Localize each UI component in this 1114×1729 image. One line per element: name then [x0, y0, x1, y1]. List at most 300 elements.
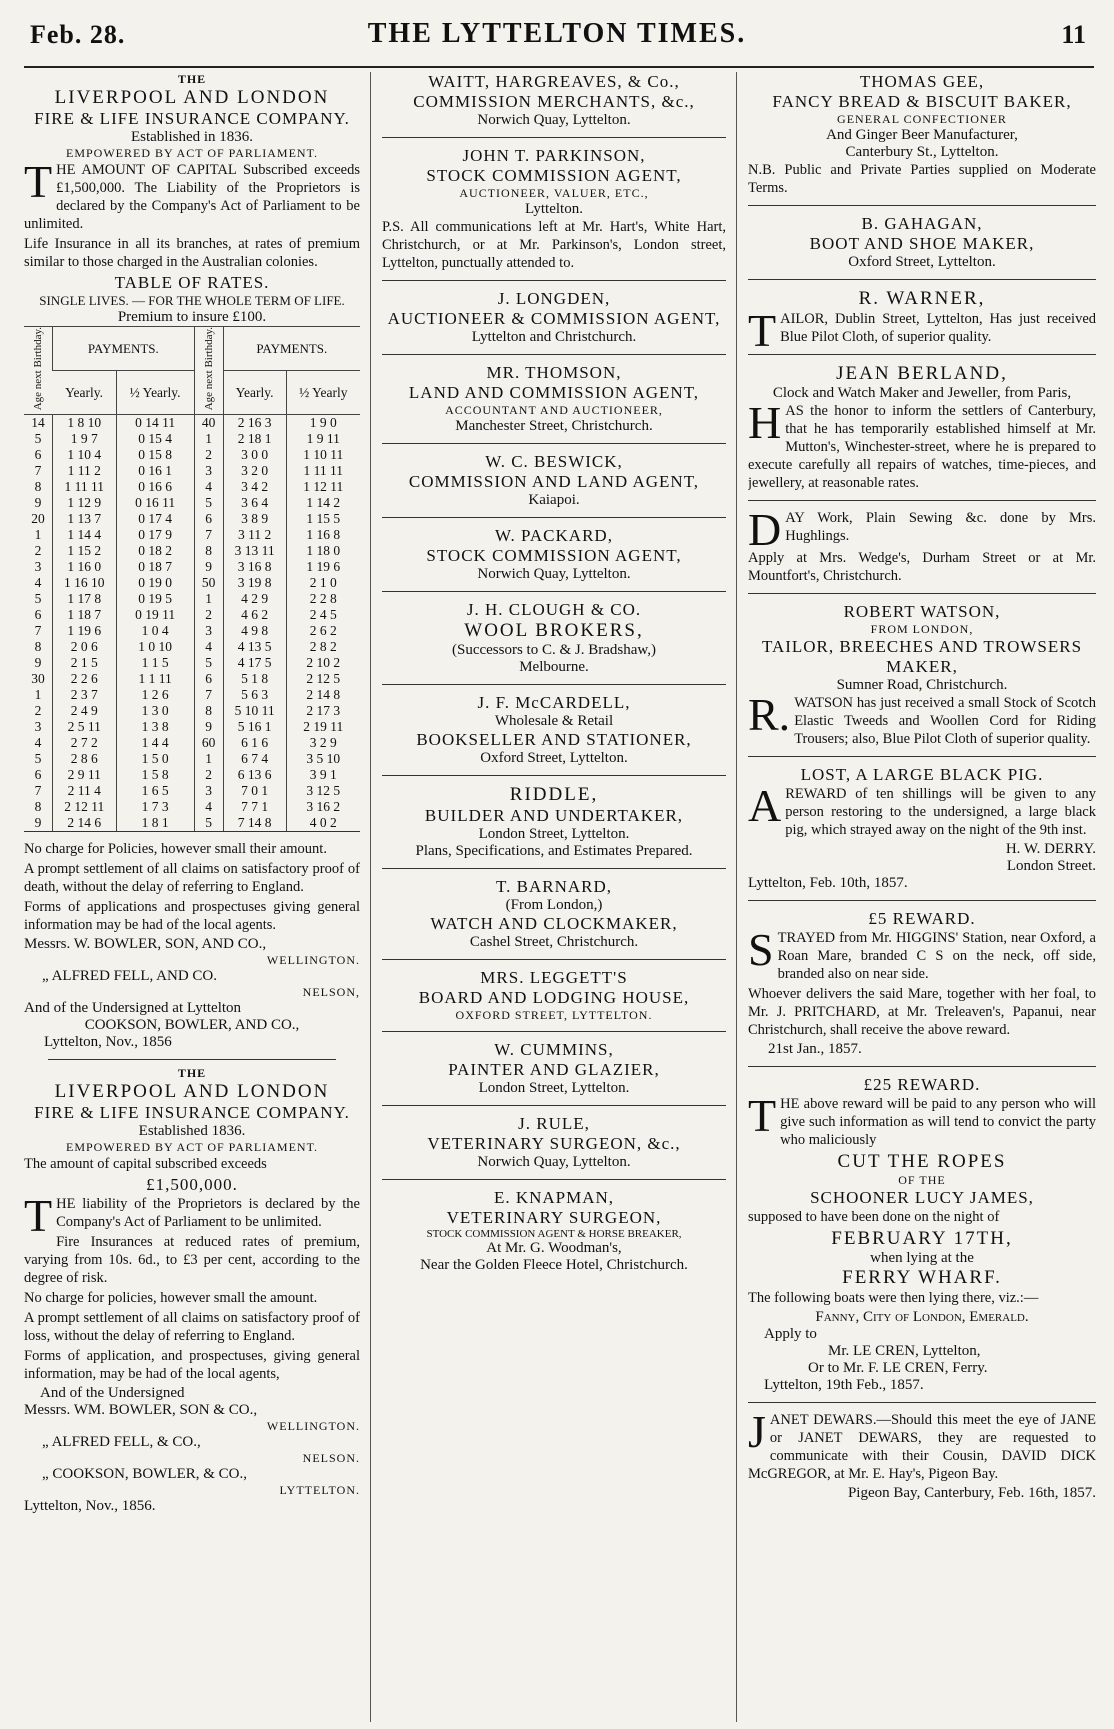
rates-row	[24, 463, 360, 479]
notice-cut-ropes: CUT THE ROPES	[837, 1151, 1007, 1172]
notice-text: AREWARD of ten shillings will be given to any person restoring to the undersigned, a large black pig, which strayed away on the night of the 9th inst.	[748, 780, 1096, 838]
rates-cell: 4 9 8	[223, 623, 286, 639]
business-line: LAND AND COMMISSION AGENT,	[408, 383, 700, 402]
rates-cell: 5 16 1	[223, 719, 286, 735]
ad-separator	[382, 137, 726, 138]
ad-established: Established 1836.	[138, 1123, 246, 1140]
business-line: STOCK COMMISSION AGENT,	[426, 166, 682, 185]
longden-ad	[382, 289, 726, 346]
rates-cell: 3	[194, 463, 223, 479]
business-name: JEAN BERLAND,	[836, 363, 1008, 384]
business-name: E. KNAPMAN,	[493, 1188, 615, 1207]
rates-cell: 3 6 4	[223, 495, 286, 511]
rates-cell: 2 3 7	[53, 687, 117, 703]
notice-contact-2: Or to Mr. F. LE CREN, Ferry.	[808, 1360, 988, 1376]
business-address: Lyttelton and Christchurch.	[471, 329, 637, 345]
notice-boats: The following boats were then lying there, viz.:—	[748, 1290, 1039, 1306]
rates-cell: 1 12 9	[53, 495, 117, 511]
rates-cell: 4 2 9	[223, 591, 286, 607]
agent-bowler: Messrs. WM. BOWLER, SON & CO.,	[24, 1402, 258, 1419]
insurance-ad-2	[24, 1066, 360, 1515]
ad-separator	[382, 443, 726, 444]
notice-ship: SCHOONER LUCY JAMES,	[810, 1188, 1034, 1207]
rates-cell: 60	[194, 735, 223, 751]
notice-title: £25 REWARD.	[863, 1075, 981, 1094]
agent-fell: „ ALFRED FELL, & CO.,	[42, 1434, 201, 1451]
rates-row	[24, 543, 360, 559]
rates-cell: 6	[34, 607, 42, 623]
warner-ad	[748, 288, 1096, 356]
rates-cell: 1 5 8	[116, 767, 194, 783]
business-sub: (Successors to C. & J. Bradshaw,)	[451, 642, 656, 658]
rates-cell: 2	[34, 703, 42, 719]
mccardell-ad	[382, 693, 726, 767]
strayed-ad	[748, 909, 1096, 1058]
riddle-ad	[382, 784, 726, 860]
page-number: 11	[1061, 20, 1086, 49]
header-payments: PAYMENTS.	[53, 327, 195, 371]
ad-separator	[748, 900, 1096, 901]
ad-capital-text: The amount of capital subscribed exceeds	[24, 1156, 267, 1173]
rates-cell: 7	[194, 687, 223, 703]
ad-capital-sum: £1,500,000.	[146, 1175, 238, 1195]
ad-separator	[748, 205, 1096, 206]
business-text: DAY Work, Plain Sewing &c. done by Mrs. Hughlings.	[748, 504, 1096, 555]
rates-cell: 2 4 9	[53, 703, 117, 719]
clough-ad	[382, 600, 726, 676]
business-name: T. BARNARD,	[496, 877, 612, 896]
business-name: THOMAS GEE,	[859, 72, 985, 91]
masthead	[10, 6, 1104, 76]
notice-contact-1: Mr. LE CREN, Lyttelton,	[828, 1343, 981, 1359]
rates-row	[24, 767, 360, 783]
business-name: W. C. BESWICK,	[485, 452, 623, 471]
ad-separator	[382, 354, 726, 355]
rates-row	[24, 607, 360, 623]
rates-cell: 1 19 6	[286, 559, 360, 575]
ad-separator	[748, 593, 1096, 594]
notice-text: THE above reward will be paid to any person who will give such information as will tend to convict the party who maliciously	[748, 1090, 1096, 1148]
rates-row	[24, 447, 360, 463]
rates-row	[24, 527, 360, 543]
rates-cell: 5	[194, 815, 223, 831]
rates-cell: 3 8 9	[223, 511, 286, 527]
column-middle	[382, 72, 726, 1722]
notice-wharf: FERRY WHARF.	[842, 1267, 1002, 1288]
rates-row	[24, 495, 360, 511]
rates-cell: 3 2 9	[286, 735, 360, 751]
rates-cell: 0 14 11	[116, 415, 194, 432]
packard-ad	[382, 526, 726, 583]
business-name: WAITT, HARGREAVES, & Co.,	[428, 72, 680, 91]
ad-separator	[748, 279, 1096, 280]
rates-row	[24, 415, 360, 432]
ad-separator	[748, 1402, 1096, 1403]
header-yearly-2: Yearly.	[223, 371, 286, 415]
cummins-ad	[382, 1040, 726, 1097]
gee-ad	[748, 72, 1096, 197]
rates-cell: 1 8 10	[53, 415, 117, 432]
rates-row	[24, 655, 360, 671]
rates-cell: 4 0 2	[286, 815, 360, 831]
rates-cell: 30	[31, 671, 45, 687]
rates-cell: 5 6 3	[223, 687, 286, 703]
business-address: OXFORD STREET, LYTTELTON.	[455, 1008, 653, 1022]
rates-cell: 8	[34, 639, 42, 655]
rates-row	[24, 511, 360, 527]
ad-no-charge: No charge for policies, however small the amount.	[24, 1290, 318, 1307]
rates-cell: 2 2 8	[286, 591, 360, 607]
rates-row	[24, 575, 360, 591]
notice-text: JANET DEWARS.—Should this meet the eye of JANE or JANET DEWARS, they are requested to communicate with their Cousin, DAVID DICK McGREGOR, at Mr. E. Hay's, Pigeon Bay.	[748, 1406, 1096, 1482]
ad-forms: Forms of applications and prospectuses giving general information may be had of the local agents.	[24, 899, 360, 934]
business-address: Sumner Road, Christchurch.	[836, 677, 1008, 693]
rates-cell: 1 15 5	[286, 511, 360, 527]
agent-cookson: „ COOKSON, BOWLER, & CO.,	[42, 1466, 247, 1483]
rates-cell: 2 0 6	[53, 639, 117, 655]
ad-no-charge: No charge for Policies, however small their amount.	[24, 841, 327, 858]
rates-cell: 0 15 8	[116, 447, 194, 463]
rates-cell: 8	[194, 543, 223, 559]
rates-cell: 1 5 0	[116, 751, 194, 767]
ad-separator	[382, 684, 726, 685]
notice-street: London Street.	[1006, 858, 1096, 874]
business-line: VETERINARY SURGEON,	[446, 1208, 662, 1227]
business-name: JOHN T. PARKINSON,	[462, 146, 646, 165]
rates-cell: 9	[34, 815, 42, 831]
ad-separator	[382, 517, 726, 518]
agent-fell-place: NELSON,	[302, 985, 360, 1000]
ad-empowered: EMPOWERED BY ACT OF PARLIAMENT.	[65, 1140, 319, 1155]
rates-premium: Premium to insure £100.	[117, 309, 267, 325]
business-address: Norwich Quay, Lyttelton.	[477, 566, 631, 582]
rates-cell: 14	[31, 415, 45, 431]
business-name: J. LONGDEN,	[497, 289, 611, 308]
business-name: ROBERT WATSON,	[843, 602, 1001, 621]
rates-cell: 1 2 6	[116, 687, 194, 703]
rates-cell: 7	[34, 623, 42, 639]
lost-pig-ad	[748, 765, 1096, 892]
business-line: COMMISSION MERCHANTS, &c.,	[413, 92, 695, 111]
rates-cell: 1 13 7	[53, 511, 117, 527]
business-address: London Street, Lyttelton.	[478, 1080, 630, 1096]
rates-cell: 7	[194, 527, 223, 543]
rates-cell: 1	[194, 751, 223, 767]
ad-separator	[382, 280, 726, 281]
business-sub: GENERAL CONFECTIONER	[837, 112, 1007, 126]
agent-cookson: COOKSON, BOWLER, AND CO.,	[84, 1017, 300, 1034]
notice-text: STRAYED from Mr. HIGGINS' Station, near Oxford, a Roan Mare, branded C S on the neck, off side, branded also on near side.	[748, 924, 1096, 982]
rates-cell: 9	[194, 559, 223, 575]
day-work-ad	[748, 504, 1096, 585]
rates-cell: 8	[34, 799, 42, 815]
column-left	[24, 72, 360, 1722]
rates-row	[24, 639, 360, 655]
rates-cell: 2 17 3	[286, 703, 360, 719]
rates-cell: 3 16 2	[286, 799, 360, 815]
beswick-ad	[382, 452, 726, 509]
business-line: BOOKSELLER AND STATIONER,	[416, 730, 692, 749]
rates-cell: 1 18 7	[53, 607, 117, 623]
ad-separator	[748, 500, 1096, 501]
business-name: MR. THOMSON,	[486, 363, 622, 382]
notice-date-big: FEBRUARY 17TH,	[831, 1228, 1013, 1249]
notice-date: Lyttelton, Feb. 10th, 1857.	[748, 875, 908, 891]
ad-separator	[48, 1059, 336, 1060]
rates-cell: 0 16 11	[116, 495, 194, 511]
business-address: Kaiapoi.	[528, 492, 580, 508]
business-name: J. RULE,	[518, 1114, 590, 1133]
rates-cell: 1 14 2	[286, 495, 360, 511]
rates-cell: 0 18 7	[116, 559, 194, 575]
rates-cell: 4 17 5	[223, 655, 286, 671]
business-address: Lyttelton.	[525, 201, 583, 217]
column-divider	[736, 72, 737, 1722]
rates-cell: 7 7 1	[223, 799, 286, 815]
rates-cell: 2	[34, 543, 42, 559]
rates-cell: 5 1 8	[223, 671, 286, 687]
rates-cell: 2 14 6	[53, 815, 117, 831]
business-name: W. PACKARD,	[495, 526, 613, 545]
column-right	[748, 72, 1096, 1722]
ad-separator	[748, 354, 1096, 355]
rates-cell: 3 19 8	[223, 575, 286, 591]
rates-cell: 0 15 4	[116, 431, 194, 447]
business-name: B. GAHAGAN,	[861, 214, 983, 233]
business-address: Melbourne.	[519, 659, 589, 675]
rates-cell: 2 14 8	[286, 687, 360, 703]
rates-cell: 1 0 10	[116, 639, 194, 655]
rates-row	[24, 431, 360, 447]
rates-cell: 5	[194, 655, 223, 671]
rates-row	[24, 703, 360, 719]
business-text: R. WATSON has just received a small Stock of Scotch Elastic Tweeds and Woollen Cord for Riding Trousers; also, Blue Pilot Cloth of superior quality.	[748, 689, 1096, 747]
rates-cell: 6	[34, 447, 42, 463]
rates-cell: 2 10 2	[286, 655, 360, 671]
rates-row	[24, 735, 360, 751]
rates-cell: 1	[34, 527, 42, 543]
header-age-2: Age next Birthday.	[202, 327, 215, 411]
ad-the: THE	[177, 1066, 207, 1081]
ad-company-sub: FIRE & LIFE INSURANCE COMPANY.	[34, 109, 350, 128]
rates-cell: 0 16 6	[116, 479, 194, 495]
header-payments-2: PAYMENTS.	[223, 327, 360, 371]
rates-cell: 1 16 8	[286, 527, 360, 543]
rates-cell: 2 9 11	[53, 767, 117, 783]
business-address: Oxford Street, Lyttelton.	[848, 254, 996, 270]
business-name: R. WARNER,	[858, 288, 986, 309]
rates-cell: 0 18 2	[116, 543, 194, 559]
rates-cell: 1 12 11	[286, 479, 360, 495]
rates-cell: 1 10 11	[286, 447, 360, 463]
rates-cell: 6 1 6	[223, 735, 286, 751]
business-name: J. F. McCARDELL,	[477, 693, 631, 712]
ad-company-name: LIVERPOOL AND LONDON	[54, 1081, 330, 1103]
rates-cell: 6 7 4	[223, 751, 286, 767]
rates-cell: 1 6 5	[116, 783, 194, 799]
business-sub: ACCOUNTANT AND AUCTIONEER,	[445, 403, 663, 417]
header-yearly: Yearly.	[53, 371, 117, 415]
notice-supposed: supposed to have been done on the night of	[748, 1209, 1000, 1225]
rates-cell: 3 13 11	[223, 543, 286, 559]
business-line: VETERINARY SURGEON, &c.,	[427, 1134, 681, 1153]
rates-cell: 3	[34, 719, 42, 735]
ad-separator	[382, 1031, 726, 1032]
business-apply: Apply at Mrs. Wedge's, Durham Street or at Mr. Mountfort's, Christchurch.	[748, 550, 1096, 584]
rates-cell: 1	[34, 687, 42, 703]
issue-date: Feb. 28.	[30, 20, 126, 49]
business-extra: Plans, Specifications, and Estimates Prepared.	[415, 843, 693, 859]
rates-cell: 2 12 5	[286, 671, 360, 687]
rates-cell: 7 14 8	[223, 815, 286, 831]
business-address: Norwich Quay, Lyttelton.	[477, 112, 631, 128]
business-line: TAILOR, BREECHES AND TROWSERS MAKER,	[761, 637, 1083, 676]
rates-cell: 3	[194, 783, 223, 799]
rates-cell: 5	[34, 591, 42, 607]
rates-cell: 3 9 1	[286, 767, 360, 783]
rates-cell: 6	[194, 511, 223, 527]
rates-cell: 2 4 5	[286, 607, 360, 623]
ad-company-name: LIVERPOOL AND LONDON	[54, 87, 330, 108]
business-line: BOOT AND SHOE MAKER,	[809, 234, 1035, 253]
business-ps: P.S. All communications left at Mr. Hart's, White Hart, Christchurch, or at Mr. Parkinson's, London street, Lyttelton, punctually attended to.	[382, 219, 726, 271]
ad-forms: Forms of application, and prospectuses, giving general information, may be had of the local agents,	[24, 1348, 360, 1383]
ad-separator	[382, 591, 726, 592]
ad-liability: THE liability of the Proprietors is declared by the Company's Act of Parliament to be unlimited.	[24, 1190, 360, 1242]
ad-established: Established in 1836.	[130, 129, 254, 145]
rates-cell: 1 11 11	[286, 463, 360, 479]
rates-cell: 0 19 0	[116, 575, 194, 591]
rates-cell: 0 17 4	[116, 511, 194, 527]
rates-cell: 2 1 0	[286, 575, 360, 591]
rates-cell: 9	[194, 719, 223, 735]
ad-the: THE	[177, 72, 207, 86]
business-text: TAILOR, Dublin Street, Lyttelton, Has just received Blue Pilot Cloth, of superior quality.	[748, 305, 1096, 356]
knapman-ad	[382, 1188, 726, 1274]
notice-signature: H. W. DERRY.	[1005, 841, 1096, 857]
rates-cell: 2 12 11	[53, 799, 117, 815]
rates-cell: 3 16 8	[223, 559, 286, 575]
rates-cell: 1 3 8	[116, 719, 194, 735]
rates-row	[24, 783, 360, 799]
rates-cell: 1 11 2	[53, 463, 117, 479]
business-sub: Wholesale & Retail	[494, 713, 614, 729]
business-from: FROM LONDON,	[870, 622, 974, 636]
ropes-ad	[748, 1075, 1096, 1394]
agent-bowler-place: WELLINGTON.	[266, 1419, 360, 1434]
rates-row	[24, 815, 360, 831]
rates-cell: 1 9 11	[286, 431, 360, 447]
agent-cookson-place: LYTTELTON.	[279, 1483, 360, 1498]
janet-dewars-ad	[748, 1406, 1096, 1502]
rates-cell: 2 18 1	[223, 431, 286, 447]
rates-table-body	[24, 415, 360, 832]
ad-company-sub: FIRE & LIFE INSURANCE COMPANY.	[34, 1103, 350, 1123]
business-address: Near the Golden Fleece Hotel, Christchurch.	[420, 1257, 688, 1273]
rates-cell: 7	[34, 783, 42, 799]
rates-cell: 1 9 0	[286, 415, 360, 432]
business-sub: STOCK COMMISSION AGENT & HORSE BREAKER,	[426, 1228, 682, 1240]
rates-cell: 2	[194, 447, 223, 463]
rates-row	[24, 751, 360, 767]
ad-date: Lyttelton, Nov., 1856.	[24, 1498, 156, 1515]
business-line: PAINTER AND GLAZIER,	[448, 1060, 660, 1079]
ad-separator	[382, 868, 726, 869]
rates-cell: 20	[31, 511, 45, 527]
agent-bowler: Messrs. W. BOWLER, SON, AND CO.,	[24, 936, 267, 953]
watson-ad	[748, 602, 1096, 748]
business-sub: Clock and Watch Maker and Jeweller, from Paris,	[772, 385, 1072, 401]
header-half-yearly-2: ½ Yearly	[286, 371, 360, 415]
rates-cell: 2 11 4	[53, 783, 117, 799]
business-address: Oxford Street, Lyttelton.	[480, 750, 628, 766]
rates-cell: 9	[34, 655, 42, 671]
rates-cell: 8	[194, 703, 223, 719]
rates-cell: 5 10 11	[223, 703, 286, 719]
ad-separator	[382, 1179, 726, 1180]
ad-separator	[382, 775, 726, 776]
notice-date: 21st Jan., 1857.	[768, 1041, 862, 1057]
rates-cell: 2 19 11	[286, 719, 360, 735]
rates-cell: 2	[194, 767, 223, 783]
agent-undersigned: And of the Undersigned	[40, 1385, 185, 1402]
rates-cell: 1 17 8	[53, 591, 117, 607]
rates-cell: 2 6 2	[286, 623, 360, 639]
rates-cell: 1 15 2	[53, 543, 117, 559]
rule-ad	[382, 1114, 726, 1171]
insurance-ad-1	[24, 72, 360, 1051]
rates-cell: 50	[194, 575, 223, 591]
rates-cell: 7	[34, 463, 42, 479]
agent-cookson-date: Lyttelton, Nov., 1856	[44, 1034, 172, 1051]
gahagan-ad	[748, 214, 1096, 271]
rates-cell: 1	[194, 431, 223, 447]
rates-cell: 7 0 1	[223, 783, 286, 799]
rates-cell: 1 1 5	[116, 655, 194, 671]
rates-table-title: TABLE OF RATES.	[114, 273, 270, 292]
rates-cell: 2 8 2	[286, 639, 360, 655]
barnard-ad	[382, 877, 726, 951]
rates-cell: 3	[34, 559, 42, 575]
rates-cell: 0 19 5	[116, 591, 194, 607]
rates-cell: 1 8 1	[116, 815, 194, 831]
business-line: FANCY BREAD & BISCUIT BAKER,	[772, 92, 1072, 111]
notice-of-the: OF THE	[898, 1173, 946, 1187]
rates-cell: 5	[34, 431, 42, 447]
rates-cell: 4	[34, 735, 42, 751]
business-line: STOCK COMMISSION AGENT,	[426, 546, 682, 565]
ad-fire: Fire Insurances at reduced rates of premium, varying from 10s. 6d., to £3 per cent, according to the degree of risk.	[24, 1234, 360, 1287]
leggett-ad	[382, 968, 726, 1023]
ad-capital-text: THE AMOUNT OF CAPITAL Subscribed exceeds £1,500,000. The Liability of the Proprietors is declared by the Company's Act of Parliament to be unlimited.	[24, 156, 360, 232]
rates-cell: 3 12 5	[286, 783, 360, 799]
ad-separator	[382, 959, 726, 960]
ad-empowered: EMPOWERED BY ACT OF PARLIAMENT.	[65, 146, 319, 160]
notice-title: £5 REWARD.	[868, 909, 976, 928]
rates-cell: 1 11 11	[53, 479, 117, 495]
notice-date: Lyttelton, 19th Feb., 1857.	[764, 1377, 924, 1393]
rates-cell: 0 17 9	[116, 527, 194, 543]
rates-cell: 2 5 11	[53, 719, 117, 735]
rates-row	[24, 559, 360, 575]
rates-cell: 1 16 10	[53, 575, 117, 591]
header-rule	[24, 66, 1094, 68]
rates-cell: 1 14 4	[53, 527, 117, 543]
rates-cell: 4 6 2	[223, 607, 286, 623]
business-ginger: And Ginger Beer Manufacturer,	[826, 127, 1018, 143]
rates-cell: 2 2 6	[53, 671, 117, 687]
business-name: MRS. LEGGETT'S	[480, 968, 628, 987]
